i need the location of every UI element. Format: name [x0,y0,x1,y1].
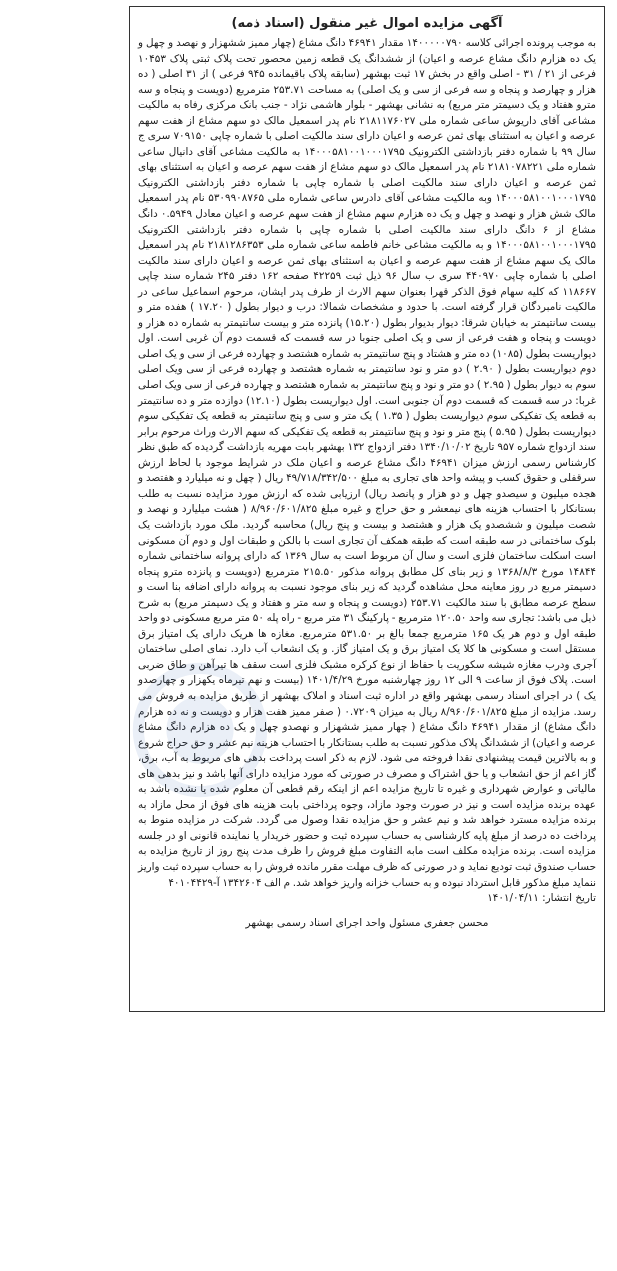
notice-title: آگهی مزایده اموال غیر منقول (اسناد ذمه) [231,16,503,31]
auction-notice [129,6,605,1012]
watermark-emblem-icon [130,660,270,800]
notice-body: به موجب پرونده اجرائی کلاسه ۱۴۰۰۰۰۰۷۹۰ مقدار ۴۶۹۴۱ دانگ مشاع (چهار ممیز ششهزار و نهصد و چهل و یک ده هزارم دانگ مشاع عرصه و اعیان) از ششدانگ یک قطعه زمین محصور تحت پلاک ثبتی پلاک ۱۰۴۵۳ فرعی از ۲۱ / ۳۱ - اصلی واقع در بخش ۱۷ ثبت بهشهر (سابقه پلاک باقیمانده ۹۴۵ فرعی ) از ۳۱ اصلی ( ده هزار و چهارصد و پنجاه و سه فرعی از سی و یک اصلی) به مساحت ۲۵۳.۷۱ مترمربع (دویست و پنجاه و سه مترو هفتاد و یک دسیمتر متر مربع) به نشانی بهشهر - بلوار هاشمی نژاد - جنب بانک مرکزی رفاه به مالکیت مشاعی آقای داریوش ساعی شماره ملی ۲۱۸۱۱۷۶۰۲۷ نام پدر اسمعیل مالک دو سهم مشاع از هفت سهم عرصه و اعیان به استثنای بهای ثمن عرصه و اعیان دارای سند مالکیت اصلی با شماره چاپی ۷۰۹۱۵۰ سری ج سال ۹۹ با شماره دفتر بازداشتی الکترونیک ۱۴۰۰۰۵۸۱۰۰۱۰۰۰۱۷۹۵ به مالکیت مشاعی آقای دانیال ساعی شماره ملی ۲۱۸۱۰۷۸۲۲۱ نام پدر اسمعیل مالک دو سهم مشاع از هفت سهم عرصه و اعیان به استثنای بهای ثمن عرصه و اعیان دارای سند مالکیت اصلی با شماره چاپی با شماره دفتر بازداشتی الکترونیک ۱۴۰۰۰۵۸۱۰۰۱۰۰۰۱۷۹۵ وبه مالکیت مشاعی آقای دادرس ساعی شماره ملی ۵۳۰۹۹۰۸۷۶۵ نام پدر اسمعیل مالک شش هزار و نهصد و چهل و یک ده هزارم سهم مشاع از هفت سهم عرصه و اعیان معادل ۰.۵۹۴۹ دانگ مشاع از ۶ دانگ دارای سند مالکیت اصلی با شماره چاپی با شماره دفتر بازداشتی الکترونیک ۱۴۰۰۰۵۸۱۰۰۱۰۰۰۱۷۹۵ و به مالکیت مشاعی خانم فاطمه ساعی شماره ملی ۲۱۸۱۲۸۶۳۵۳ نام پدر اسمعیل مالک یک سهم مشاع از هفت سهم عرصه و اعیان به استثنای بهای ثمن عرصه و اعیان دارای سند مالکیت اصلی با شماره چاپی ۴۴۰۹۷۰ سری ب سال ۹۶ ذیل ثبت ۴۲۲۵۹ صفحه ۱۶۲ دفتر ۲۴۵ شماره سند چاپی ۱۱۸۶۶۷ که کلیه سهام فوق الذکر قهرا بعنوان سهم الارث از طرف پدر ایشان، مرحوم اسماعیل ساعی در مالکیت نامبردگان قرار گرفته است. با حدود و مشخصات شمالا: درب و دیوار بطول ( ۱۷.۲۰ ) هفده متر و بیست سانتیمتر به خیابان شرقا: دیوار بدیوار بطول (۱۵.۲۰) پانزده متر و بیست سانتیمتر به شماره ده هزار و دویست و پنجاه و هفت فرعی از سی و یک اصلی جنوبا در سه قسمت که قسمت دوم آن غربی است. اول دیواریست بطول (۱۰۸۵) ده متر و هشتاد و پنج سانتیمتر به شماره هشتصد و چهارده فرعی از سی و یک اصلی دوم دیواریست بطول ( ۲.۹۰ ) دو متر و نود سانتیمتر به شماره هشتصد و چهارده فرعی از سی ویک اصلی سوم به دیوار بطول ( ۲.۹۵ ) دو متر و نود و پنج سانتیمتر به شماره هشتصد و چهارده فرعی از سی ویک اصلی غربا: در سه قسمت که قسمت دوم آن جنوبی است. اول دیواریست بطول (۱۲.۱۰) دوازده متر و ده سانتیمتر به قطعه یک تفکیکی سوم دیواریست بطول ( ۱.۳۵ ) یک متر و سی و پنج سانتیمتر به قطعه یک تفکیکی سوم دیواریست بطول ( ۵.۹۵ ) پنج متر و نود و پنج سانتیمتر به قطعه یک تفکیکی که سهم الارث وراث مرحوم برابر سند ازدواج شماره ۹۵۷ تاریخ ۱۳۴۰/۱۰/۰۲ دفتر ازدواج ۱۳۲ بهشهر بابت مهریه بازداشت گردیده که طبق نظر کارشناس رسمی ارزش میزان ۴۶۹۴۱ دانگ مشاع عرصه و اعیان ملک در شرایط موجود با لحاظ ارزش سرقفلی و حقوق کسب و پیشه واحد های تجاری به مبلغ ۴۹/۷۱۸/۳۴۲/۵۰۰ ریال ( چهل و نه میلیارد و هفتصد و هجده میلیون و سیصدو چهل و دو هزار و پانصد ریال) ارزیابی شده که ارزش مورد مزایده نسبت به طلب بستانکار با احتساب هزینه های نیمعشر و حق حراج و غیره مبلغ ۸/۹۶۰/۶۰۱/۸۲۵ ( هشت میلیارد و نهصد و شصت میلیون و ششصدو یک هزار و هشتصد و بیست و پنج ریال) محاسبه گردید. ملک مورد بازداشت یک بلوک ساختمانی در سه طبقه است که طبقه همکف آن تجاری است با بالکن و طبقات اول و دوم آن مسکونی است اسکلت ساختمان فلزی است و سال آن مربوط است به سال ۱۳۶۹ که دارای پروانه ساختمانی شماره ۱۴۸۴۴ مورخ ۱۳۶۸/۸/۳ و زیر بنای کل مطابق پروانه مذکور ۲۱۵.۵۰ مترمربع (دویست و پانزده مترو پنجاه دسیمتر مربع در روز معاینه محل مشاهده گردید که زیر بنای موجود نسبت به پروانه دارای اضافه بنا است و سطح عرصه مطابق با سند مالکیت ۲۵۳.۷۱ (دویست و پنجاه و سه متر و هفتاد و یک دسیمتر مربع) به شرح ذیل می باشد: تجاری سه واحد ۱۲۰.۵۰ مترمربع - پارکینگ ۳۱ متر مربع - راه پله ۵۰ متر مربع مسکونی دو واحد طبقه اول و دوم هر یک ۱۶۵ مترمربع جمعا بالغ بر ۵۳۱.۵۰ مترمربع. مغازه ها هریک دارای یک امتیاز برق مستقل است و مسکونی ها کلا یک امتیاز برق و یک امتیاز گاز. و یک انشعاب آب دارد. نمای اصلی ساختمان آجری ودرب مغازه شیشه سکوریت با حفاظ از نوع کرکره مشبک فلزی است سقف ها تیرآهن و طاق ضربی است. پلاک فوق از ساعت ۹ الی ۱۲ روز چهارشنبه مورخ ۱۴۰۱/۴/۲۹ (بیست و نهم تیرماه یکهزار و چهارصدو یک ) در اجرای اسناد رسمی بهشهر واقع در اداره ثبت اسناد و املاک بهشهر از طریق مزایده به فروش می رسد. مزایده از مبلغ ۸/۹۶۰/۶۰۱/۸۲۵ ریال به میزان ۰.۷۲۰۹ ( صفر ممیز هفت هزار و دویست و نه ده هزارم دانگ مشاع) از مقدار ۴۶۹۴۱ دانگ مشاع ( چهار ممیز ششهزار و نهصدو چهل و یک ده هزارم دانگ مشاع عرصه و اعیان) از ششدانگ پلاک مذکور نسبت به طلب بستانکار با احتساب هزینه نیم عشر و حق حراج شروع و به بالاترین قیمت پیشنهادی نقدا فروخته می شود. لازم به ذکر است پرداخت بدهی های مربوط به آب، برق، گاز اعم از حق انشعاب و یا حق اشتراک و مصرف در صورتی که مورد مزایده دارای آنها باشد و نیز بدهی های مالیاتی و عوارض شهرداری و غیره تا تاریخ مزایده اعم از اینکه رقم قطعی آن معلوم شده یا نشده باشد به عهده برنده مزایده است و نیز در صورت وجود مازاد، وجوه پرداختی بابت هزینه های فوق از محل مازاد به برنده مزایده مسترد خواهد شد و نیم عشر و حق مزایده نقدا وصول می گردد. شرکت در مزایده منوط به پرداخت ده درصد از مبلغ پایه کارشناسی به حساب سپرده ثبت و حضور خریدار یا نماینده قانونی او در جلسه مزایده است. برنده مزایده مکلف است مابه التفاوت مبلغ فروش را ظرف مدت پنج روز از تاریخ مزایده به حساب صندوق ثبت تودیع نماید و در صورتی که ظرف مهلت مقرر مانده فروش را به حساب سپرده ثبت واریز ننماید مبلغ مذکور قابل استرداد نبوده و به حساب خزانه واریز خواهد شد. م الف ۱۳۴۲۶۰۴ آ-۴۰۱۰۴۴۲۹ [138,37,597,889]
signature-line: محسن جعفری مسئول واحد اجرای اسناد رسمی بهشهر [245,916,489,929]
publish-date: تاریخ انتشار: ۱۴۰۱/۰۴/۱۱ [487,892,596,905]
